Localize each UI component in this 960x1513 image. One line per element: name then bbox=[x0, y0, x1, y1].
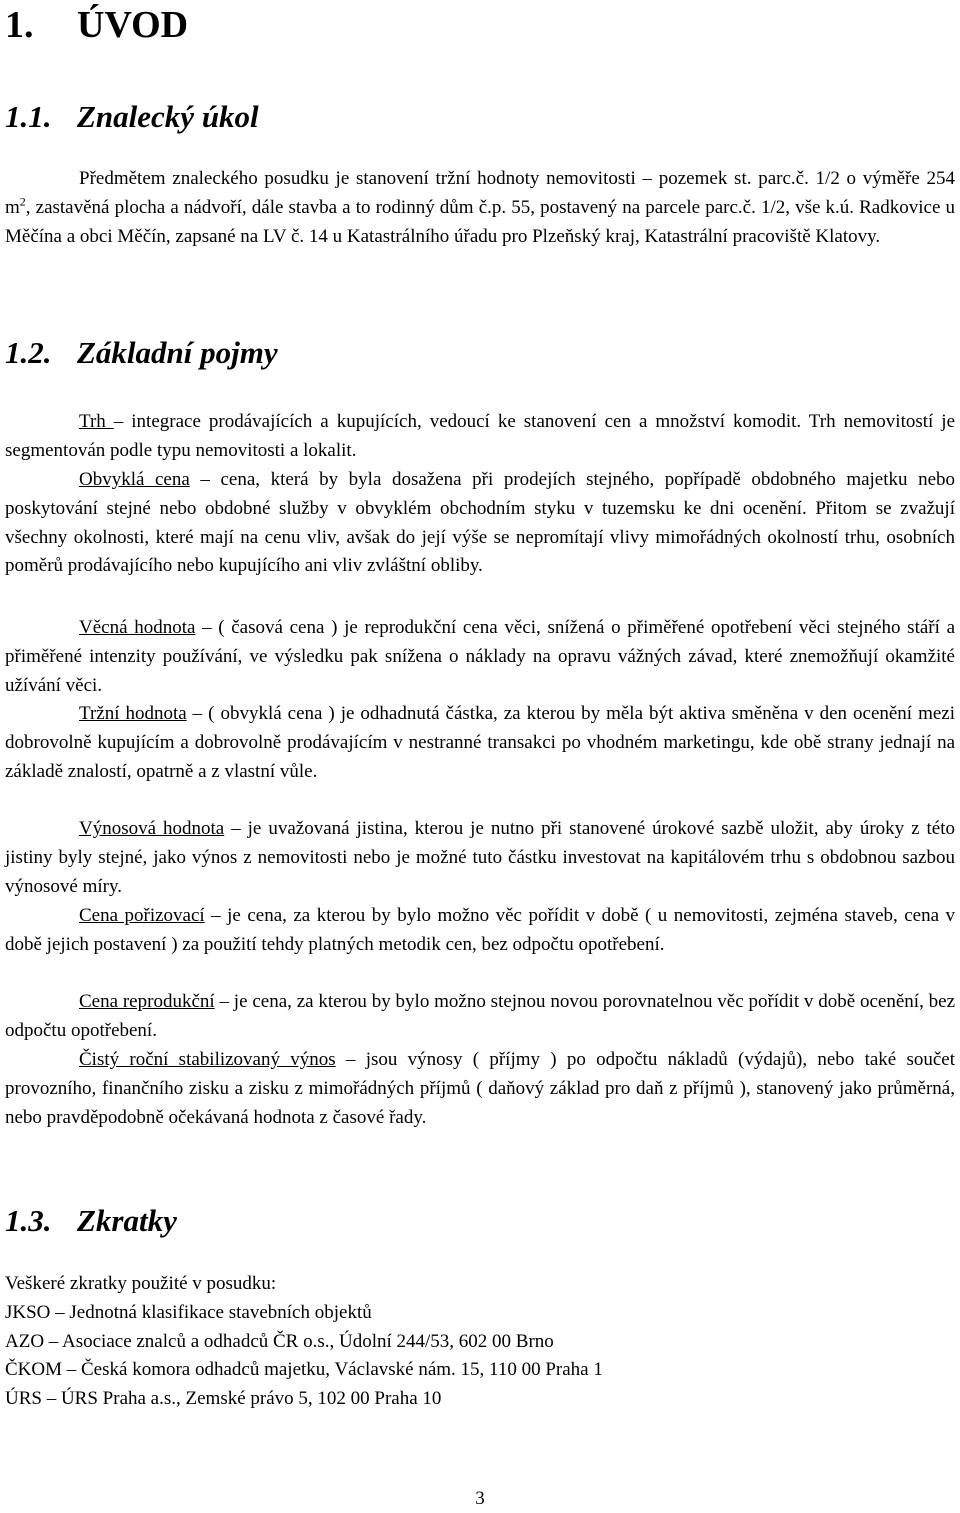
definition-term: Cena pořizovací bbox=[79, 905, 205, 926]
abbreviation-ckom: ČKOM – Česká komora odhadců majetku, Václavské nám. 15, 110 00 Praha 1 bbox=[5, 1359, 603, 1381]
definition-term: Čistý roční stabilizovaný výnos bbox=[79, 1049, 336, 1070]
chapter-heading bbox=[5, 0, 188, 50]
chapter-number: 1. bbox=[5, 4, 34, 46]
section-title: Základní pojmy bbox=[77, 335, 278, 370]
definition-obvykla-cena: Obvyklá cena – cena, která by byla dosažena při prodejích stejného, popřípadě obdobného majetku nebo poskytování stejné nebo obdobné služby v obvyklém obchodním styku v tuzemsku ke dni ocenění. Přitom se zvažují všechny okolnosti, které mají na cenu vliv, avšak do její výše se nepromítají vlivy mimořádných okolností trhu, osobních poměrů prodávajícího nebo kupujícího ani vliv zvláštní obliby. bbox=[5, 469, 956, 577]
page-number: 3 bbox=[475, 1488, 485, 1509]
section-heading-1-3 bbox=[5, 1201, 177, 1241]
section-heading-1-1 bbox=[5, 97, 259, 137]
definition-term: Cena reprodukční bbox=[79, 991, 215, 1012]
abbreviation-jkso: JKSO – Jednotná klasifikace stavebních objektů bbox=[5, 1301, 372, 1323]
abbreviation-urs: ÚRS – ÚRS Praha a.s., Zemské právo 5, 102 00 Praha 10 bbox=[5, 1388, 442, 1410]
definition-cena-reprodukcni: Cena reprodukční – je cena, za kterou by bylo možno stejnou novou porovnatelnou věc pořídit v době ocenění, bez odpočtu opotřebení. bbox=[5, 991, 955, 1041]
definition-vynosova-hodnota: Výnosová hodnota – je uvažovaná jistina, kterou je nutno při stanovené úrokové sazbě uložit, aby úroky z této jistiny byly stejné, jako výnos z nemovitosti nebo je možné tuto částku investovat na kapitálovém trhu s obdobnou sazbou výnosové míry. bbox=[5, 818, 956, 897]
definition-vecna-hodnota: Věcná hodnota – ( časová cena ) je reprodukční cena věci, snížená o přiměřené opotřebení věci stejného stáří a přiměřené intenzity používání, ve výsledku pak snížena o náklady na opravu vážných závad, které znemožňují okamžité užívání věci. bbox=[5, 617, 955, 696]
definition-term: Věcná hodnota bbox=[79, 617, 196, 638]
section-heading-1-2 bbox=[5, 333, 278, 373]
definition-term: Tržní hodnota bbox=[79, 703, 187, 724]
chapter-title: ÚVOD bbox=[77, 4, 189, 46]
task-paragraph: Předmětem znaleckého posudku je stanovení tržní hodnoty nemovitosti – pozemek st. parc.č. 1/2 o výměře 254 $m^2$, zastavěná plocha a nádvoří, dále stavba a to rodinný dům č.p. 55, postavený na parcele parc.č. 1/2, vše k.ú. Radkovice u Měčína a obci Měčín, zapsané na LV č. 14 u Katastrálního úřadu pro Plzeňský kraj, Katastrální pracoviště Klatovy. bbox=[5, 168, 955, 247]
section-title: Znalecký úkol bbox=[77, 99, 259, 134]
abbreviations-list bbox=[5, 1270, 955, 1414]
section-title: Zkratky bbox=[77, 1203, 177, 1238]
definition-cena-porizovaci: Cena pořizovací – je cena, za kterou by bylo možno věc pořídit v době ( u nemovitosti, zejména staveb, cena v době jejich postavení ) za použití tehdy platných metodik cen, bez odpočtu opotřebení. bbox=[5, 905, 956, 955]
definition-trh: Trh – integrace prodávajících a kupujících, vedoucí ke stanovení cen a množství komodit. Trh nemovitostí je segmentován podle typu nemovitosti a lokalit. bbox=[5, 411, 956, 461]
definition-trzni-hodnota: Tržní hodnota – ( obvyklá cena ) je odhadnutá částka, za kterou by měla být aktiva směněna v den ocenění mezi dobrovolně kupujícím a dobrovolně prodávajícím v nestranné transakci po vhodném marketingu, kde obě strany jednají na základě znalostí, opatrně a z vlastní vůle. bbox=[5, 703, 955, 782]
definition-term: Obvyklá cena bbox=[79, 469, 190, 490]
abbreviation-azo: AZO – Asociace znalců a odhadců ČR o.s., Údolní 244/53, 602 00 Brno bbox=[5, 1330, 554, 1352]
definition-cisty-vynos: Čistý roční stabilizovaný výnos – jsou výnosy ( příjmy ) po odpočtu nákladů (výdajů), nebo také součet provozního, finančního zisku a zisku z mimořádných příjmů ( daňový základ pro daň z příjmů ), stanovený jako průměrná, nebo pravděpodobně očekávaná hodnota z časové řady. bbox=[5, 1049, 956, 1128]
section-number: 1.3. bbox=[5, 1203, 52, 1238]
abbreviations-intro: Veškeré zkratky použité v posudku: bbox=[5, 1273, 277, 1294]
definition-term: Výnosová hodnota bbox=[79, 818, 225, 839]
section-number: 1.1. bbox=[5, 99, 52, 134]
definition-term: Trh bbox=[79, 411, 114, 432]
section-number: 1.2. bbox=[5, 335, 52, 370]
